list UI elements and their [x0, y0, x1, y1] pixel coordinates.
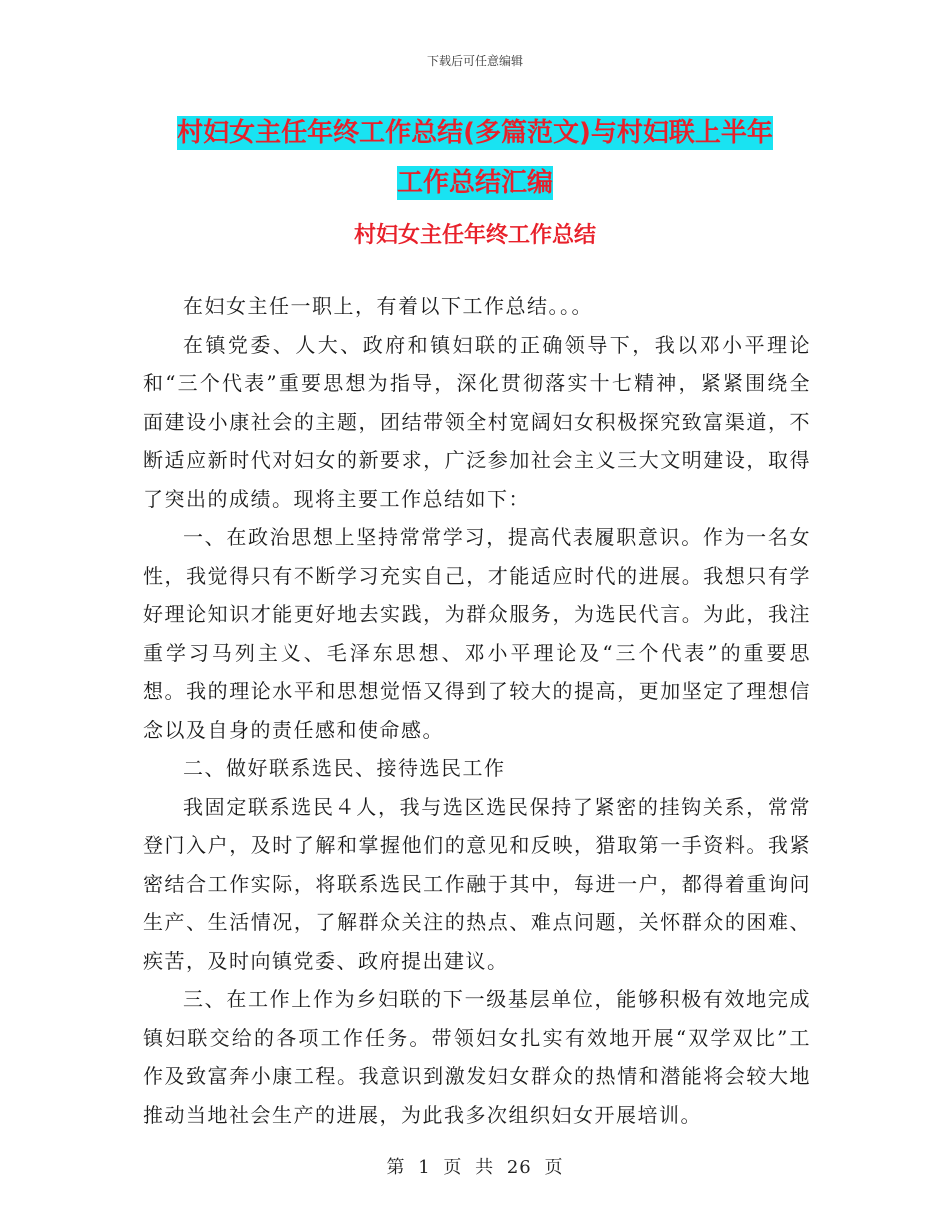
paragraph: 三、在工作上作为乡妇联的下一级基层单位，能够积极有效地完成镇妇联交给的各项工作任务。带领妇女扎实有效地开展“双学双比”工作及致富奔小康工程。我意识到激发妇女群众的热情和潜能将会较大地推动当地社会生产的进展，为此我多次组织妇女开展培训。 — [143, 987, 811, 1127]
paragraph: 我固定联系选民４人，我与选区选民保持了紧密的挂钩关系，常常登门入户，及时了解和掌握他们的意见和反映，猎取第一手资料。我紧密结合工作实际，将联系选民工作融于其中，每进一户，都得着重询问生产、生活情况，了解群众关注的热点、难点问题，关怀群众的困难、疾苦，及时向镇党委、政府提出建议。 — [143, 794, 811, 973]
header-note: 下载后可任意编辑 — [426, 54, 523, 68]
paragraph: 在镇党委、人大、政府和镇妇联的正确领导下，我以邓小平理论和“三个代表”重要思想为指导，深化贯彻落实十七精神，紧紧围绕全面建设小康社会的主题，团结带领全村宽阔妇女积极探究致富渠道，不断适应新时代对妇女的新要求，广泛参加社会主义三大文明建设，取得了突出的成绩。现将主要工作总结如下： — [143, 332, 811, 511]
document-body — [143, 287, 811, 1134]
title-line-1: 村妇女主任年终工作总结(多篇范文)与村妇联上半年 — [177, 118, 773, 148]
paragraph: 在妇女主任一职上，有着以下工作总结。。。 — [183, 294, 593, 318]
title-line-2: 工作总结汇编 — [396, 168, 553, 198]
paragraph: 一、在政治思想上坚持常常学习，提高代表履职意识。作为一名女性，我觉得只有不断学习充实自己，才能适应时代的进展。我想只有学好理论知识才能更好地去实践，为群众服务，为选民代言。为此，我注重学习马列主义、毛泽东思想、邓小平理论及“三个代表”的重要思想。我的理论水平和思想觉悟又得到了较大的提高，更加坚定了理想信念以及自身的责任感和使命感。 — [143, 525, 811, 742]
page-number: 第 1 页 共 26 页 — [386, 1157, 564, 1178]
section-title: 村妇女主任年终工作总结 — [353, 223, 596, 248]
paragraph: 二、做好联系选民、接待选民工作 — [183, 756, 506, 780]
document-title — [150, 108, 800, 208]
